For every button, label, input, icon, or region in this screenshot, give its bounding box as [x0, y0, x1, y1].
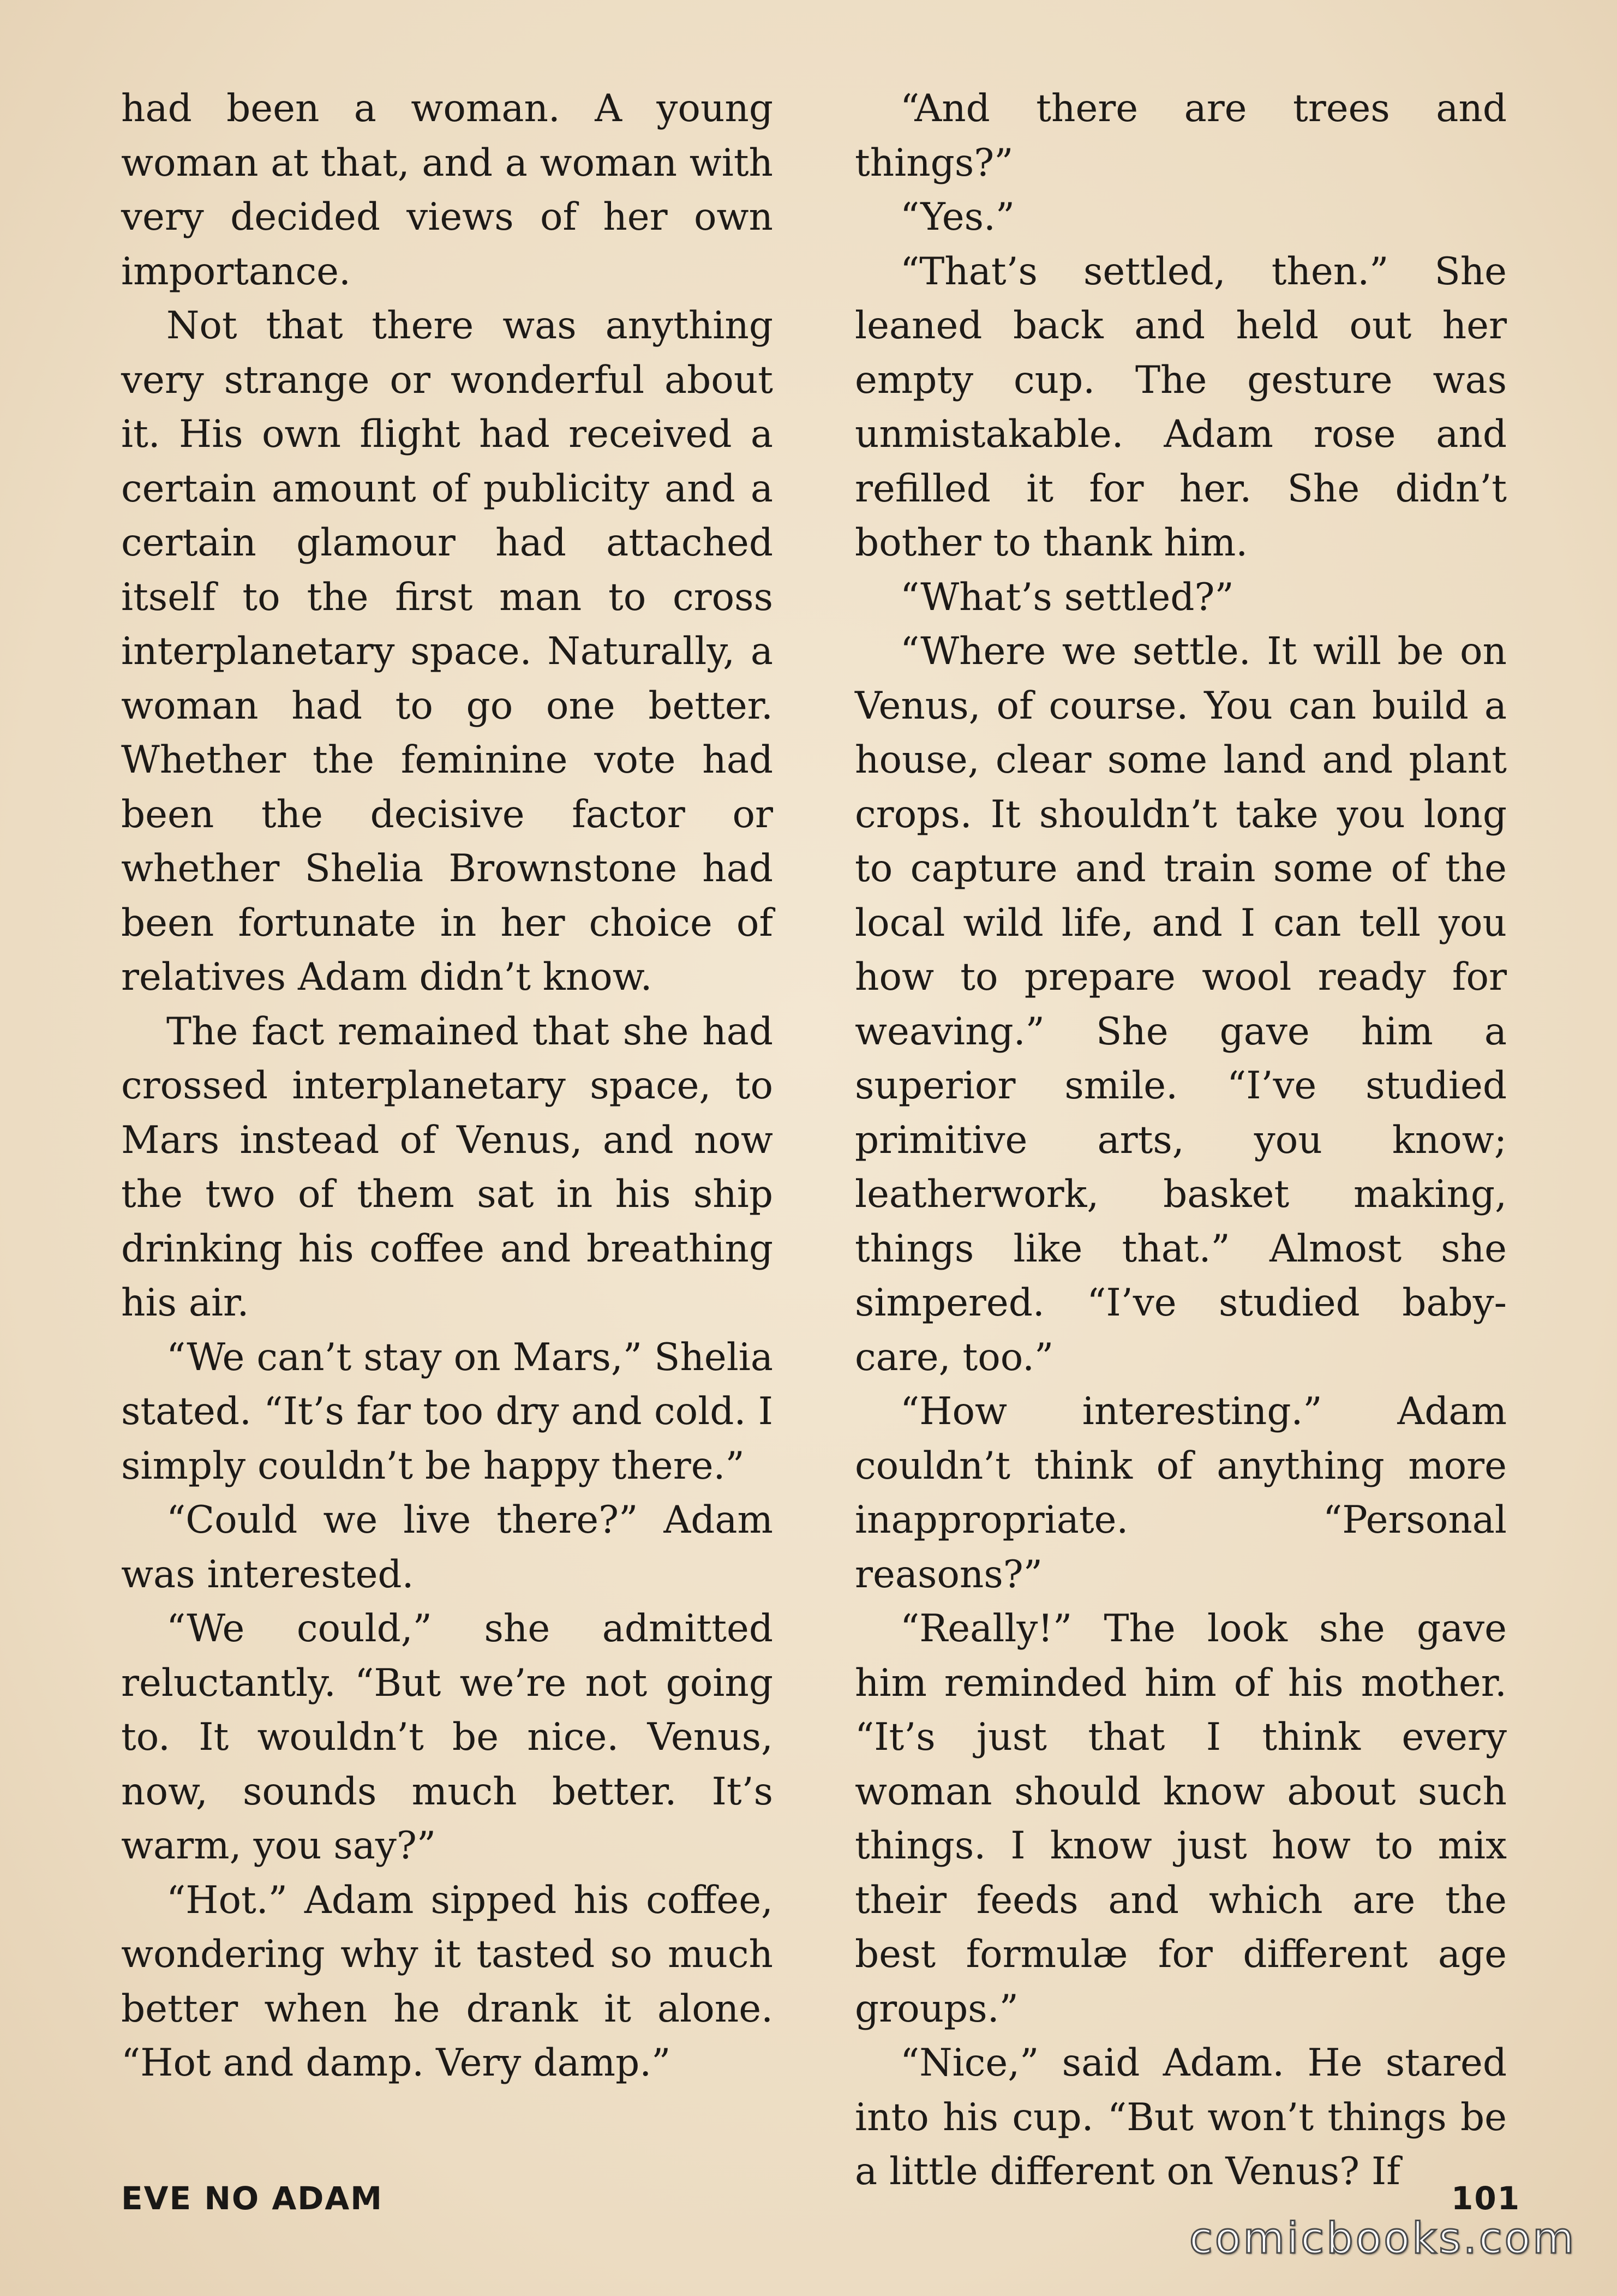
paragraph: “That’s settled, then.” She leaned back and held out her empty cup. The gesture was unmistakable. Adam rose and refilled it for her. She didn’t bother to thank him.: [855, 249, 1507, 565]
paragraph: “Really!” The look she gave him reminded him of his mother. “It’s just that I think every woman should know about such things. I know just how to mix their feeds and which are the best formulæ for different age groups.”: [855, 1607, 1507, 2031]
paragraph: “We could,” she admitted reluctantly. “But we’re not going to. It wouldn’t be nice. Venus, now, sounds much better. It’s warm, you say?”: [121, 1607, 773, 1868]
watermark: comicbooks.com: [1189, 2214, 1577, 2263]
paragraph: “We can’t stay on Mars,” Shelia stated. “It’s far too dry and cold. I simply couldn’t be happy there.”: [121, 1335, 773, 1488]
paragraph: The fact remained that she had crossed interplanetary space, to Mars instead of Venus, and now the two of them sat in his ship drinking his coffee and breathing his air.: [121, 1009, 773, 1325]
paragraph: “Could we live there?” Adam was interested.: [121, 1498, 773, 1597]
paragraph: “And there are trees and things?”: [855, 87, 1507, 185]
paragraph: “Yes.”: [900, 195, 1015, 239]
paragraph: “Hot.” Adam sipped his coffee, wondering why it tasted so much better when he drank it alone. “Hot and damp. Very damp.”: [121, 1878, 773, 2085]
paragraph: “Nice,” said Adam. He stared into his cup. “But won’t things be a little different on Venus? If: [855, 2041, 1507, 2193]
paragraph: “How interesting.” Adam couldn’t think of anything more inappropriate. “Personal reasons?”: [855, 1390, 1507, 1597]
paragraph: had been a woman. A young woman at that, and a woman with very decided views of her own importance.: [121, 87, 773, 294]
paragraph: “What’s settled?”: [900, 575, 1234, 619]
running-title: EVE NO ADAM: [121, 2180, 383, 2217]
left-column: [121, 82, 773, 2091]
right-column: [855, 82, 1507, 2199]
page-number: 101: [1451, 2180, 1521, 2217]
paragraph: “Where we settle. It will be on Venus, of course. You can build a house, clear some land and plant crops. It shouldn’t take you long to capture and train some of the local wild life, and I can tell you how to prepare wool ready for weaving.” She gave him a superior smile. “I’ve studied primitive arts, you know; leatherwork, basket making, things like that.” Almost she simpered. “I’ve studied baby-care, too.”: [855, 630, 1507, 1379]
paragraph: Not that there was anything very strange or wonderful about it. His own flight had received a certain amount of publicity and a certain glamour had attached itself to the first man to cross interplanetary space. Naturally, a woman had to go one better. Whether the feminine vote had been the decisive factor or whether Shelia Brownstone had been fortunate in her choice of relatives Adam didn’t know.: [121, 304, 773, 999]
